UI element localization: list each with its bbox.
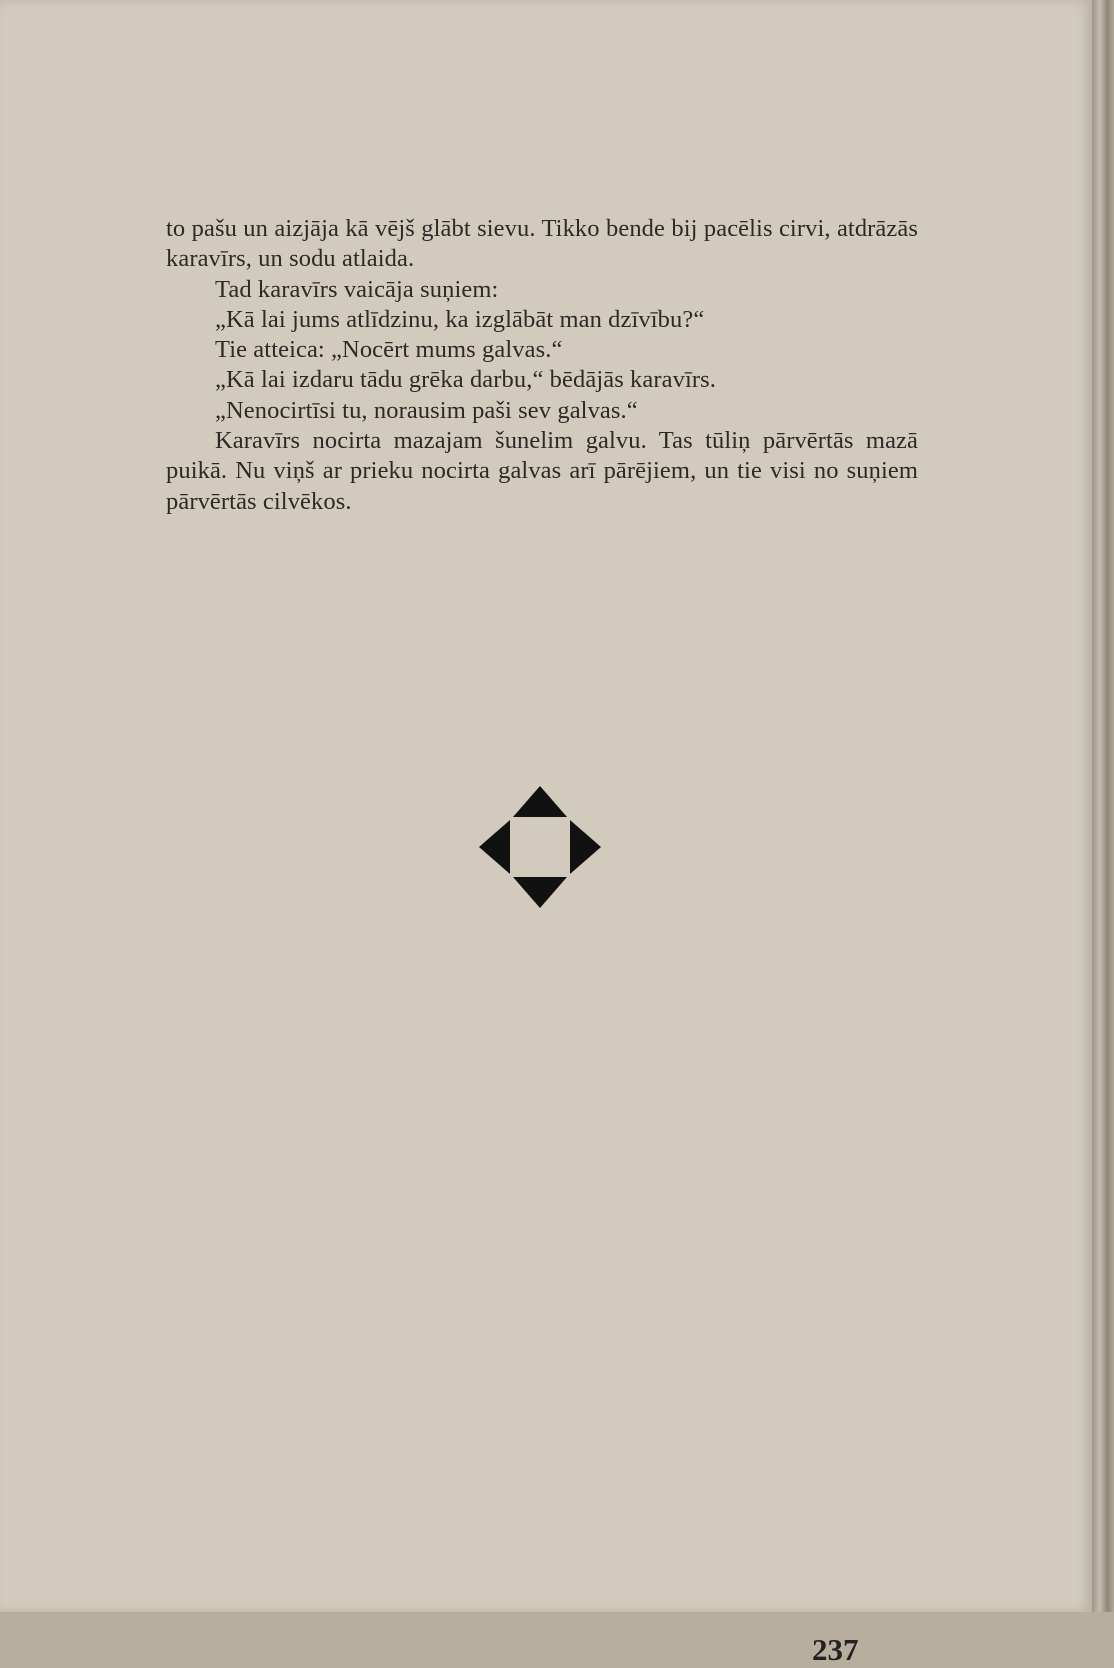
paragraph-4: Tie atteica: „Nocērt mums galvas.“	[215, 336, 563, 364]
paragraph-7: Karavīrs nocirta mazajam šunelim galvu. Tas tūliņ pārvērtās mazā puikā. Nu viņš ar prieku nocirta galvas arī pārējiem, un tie visi no suņiem pārvērtās cilvēkos.	[166, 427, 918, 515]
paragraph-3: „Kā lai jums atlīdzinu, ka izglābāt man dzīvību?“	[215, 305, 705, 333]
paragraph-1: to pašu un aizjāja kā vējš glābt sievu. Tikko bende bij pacēlis cirvi, atdrāzās karavīrs, un sodu atlaida.	[166, 215, 918, 273]
story-text	[166, 214, 918, 517]
page-number: 237	[812, 1632, 859, 1667]
paragraph-2: Tad karavīrs vaicāja suņiem:	[215, 275, 499, 303]
page-edge	[1092, 0, 1114, 1612]
diamond-arrow-ornament-icon	[479, 786, 601, 908]
paragraph-6: „Nenocirtīsi tu, norausim paši sev galvas.“	[215, 396, 638, 424]
paragraph-5: „Kā lai izdaru tādu grēka darbu,“ bēdājās karavīrs.	[215, 366, 716, 394]
